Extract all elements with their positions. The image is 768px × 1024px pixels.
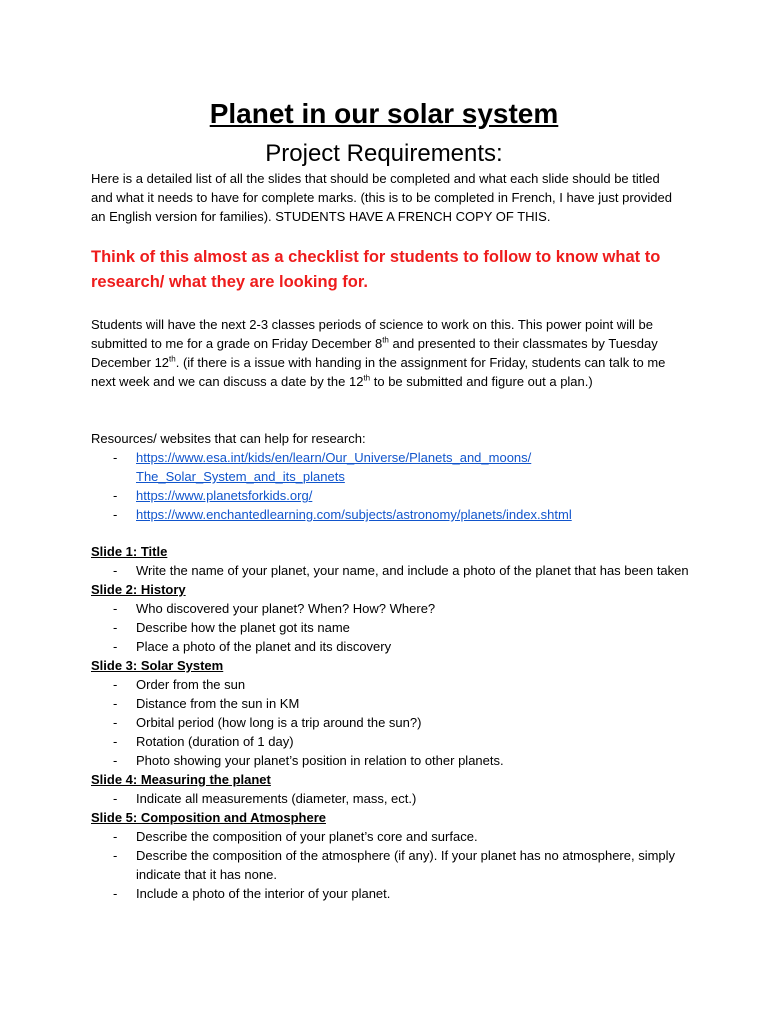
list-item: [91, 827, 691, 846]
slide-1-list: [91, 561, 691, 580]
list-dash: -: [113, 450, 118, 465]
list-dash: -: [113, 696, 118, 711]
list-item: [91, 675, 691, 694]
checklist-note: Think of this almost as a checklist for students to follow to know what to research/ what they are looking for.: [91, 248, 661, 291]
document-title: Planet in our solar system: [209, 98, 559, 129]
list-item: [91, 884, 691, 903]
schedule-text-1: Students will have the next 2-3 classes periods of science to work on this. This power point will be submitted to me for a grade on Friday December 8: [91, 317, 653, 351]
list-dash: -: [113, 715, 118, 730]
schedule-section: [91, 315, 681, 391]
resources-list: [91, 448, 711, 524]
list-item: [91, 618, 691, 637]
list-item-text: Place a photo of the planet and its discovery: [136, 639, 392, 654]
list-dash: -: [113, 791, 118, 806]
list-dash: -: [113, 563, 118, 578]
list-item: [91, 486, 711, 505]
slide-5-list: [91, 827, 691, 903]
intro-section: [91, 169, 681, 226]
schedule-text-4: to be submitted and figure out a plan.): [370, 374, 593, 389]
resource-link-esa-continued[interactable]: The_Solar_System_and_its_planets: [136, 469, 345, 484]
resource-link-esa[interactable]: https://www.esa.int/kids/en/learn/Our_Universe/Planets_and_moons/: [136, 450, 532, 465]
list-item-text: Distance from the sun in KM: [136, 696, 300, 711]
document-subtitle: Project Requirements:: [265, 140, 503, 167]
ordinal-suffix: th: [363, 373, 371, 383]
list-dash: -: [113, 601, 118, 616]
highlight-section: [91, 245, 691, 295]
ordinal-suffix: th: [169, 354, 176, 364]
list-item-text: Write the name of your planet, your name, and include a photo of the planet that has been taken: [136, 563, 689, 578]
resource-link-planetsforkids[interactable]: https://www.planetsforkids.org/: [136, 488, 313, 503]
list-item: [91, 505, 711, 524]
schedule-paragraph: [91, 315, 681, 391]
slides-section: [91, 542, 691, 903]
list-item: [91, 846, 691, 884]
list-dash: -: [113, 620, 118, 635]
list-item-text: Rotation (duration of 1 day): [136, 734, 294, 749]
list-item-text: Photo showing your planet’s position in relation to other planets.: [136, 753, 504, 768]
slide-3-list: [91, 675, 691, 770]
list-dash: -: [113, 734, 118, 749]
list-dash: -: [113, 848, 118, 863]
ordinal-suffix: th: [382, 335, 389, 345]
slide-2-list: [91, 599, 691, 656]
resources-heading: Resources/ websites that can help for research:: [91, 431, 366, 446]
list-dash: -: [113, 488, 118, 503]
slide-3-heading: Slide 3: Solar System: [91, 658, 224, 673]
resources-section: [91, 429, 711, 524]
list-item: [91, 789, 691, 808]
slide-5-heading: Slide 5: Composition and Atmosphere: [91, 810, 326, 825]
slide-4-list: [91, 789, 691, 808]
list-dash: -: [113, 753, 118, 768]
list-item-text: Who discovered your planet? When? How? Where?: [136, 601, 436, 616]
list-dash: -: [113, 829, 118, 844]
list-item: [91, 732, 691, 751]
list-item: [91, 448, 711, 486]
slide-1-heading: Slide 1: Title: [91, 544, 168, 559]
list-item-text: Orbital period (how long is a trip around the sun?): [136, 715, 422, 730]
list-item: [91, 751, 691, 770]
list-item-text: Describe the composition of your planet’s core and surface.: [136, 829, 478, 844]
list-dash: -: [113, 507, 118, 522]
list-item: [91, 713, 691, 732]
slide-4-heading: Slide 4: Measuring the planet: [91, 772, 271, 787]
resource-link-enchantedlearning[interactable]: https://www.enchantedlearning.com/subjects/astronomy/planets/index.shtml: [136, 507, 572, 522]
list-item-text: Include a photo of the interior of your planet.: [136, 886, 391, 901]
list-item-text: Order from the sun: [136, 677, 246, 692]
list-dash: -: [113, 639, 118, 654]
schedule-text-3: . (if there is a issue with handing in the assignment for Friday, students can talk to me next week and we can discuss a date by the 12: [91, 355, 666, 389]
list-dash: -: [113, 677, 118, 692]
list-item: [91, 694, 691, 713]
list-item-text: Describe the composition of the atmosphere (if any). If your planet has no atmosphere, simply indicate that it has none.: [136, 848, 676, 882]
list-item-text: Indicate all measurements (diameter, mass, ect.): [136, 791, 417, 806]
schedule-text-2: and presented to their classmates by Tuesday December 12: [91, 336, 658, 370]
list-item: [91, 599, 691, 618]
intro-paragraph: Here is a detailed list of all the slides that should be completed and what each slide should be titled and what it needs to have for complete marks. (this is to be completed in French, I have just provided an English version for families). STUDENTS HAVE A FRENCH COPY OF THIS.: [91, 171, 672, 224]
slide-2-heading: Slide 2: History: [91, 582, 186, 597]
list-dash: -: [113, 886, 118, 901]
list-item: [91, 637, 691, 656]
list-item-text: Describe how the planet got its name: [136, 620, 350, 635]
list-item: [91, 561, 691, 580]
